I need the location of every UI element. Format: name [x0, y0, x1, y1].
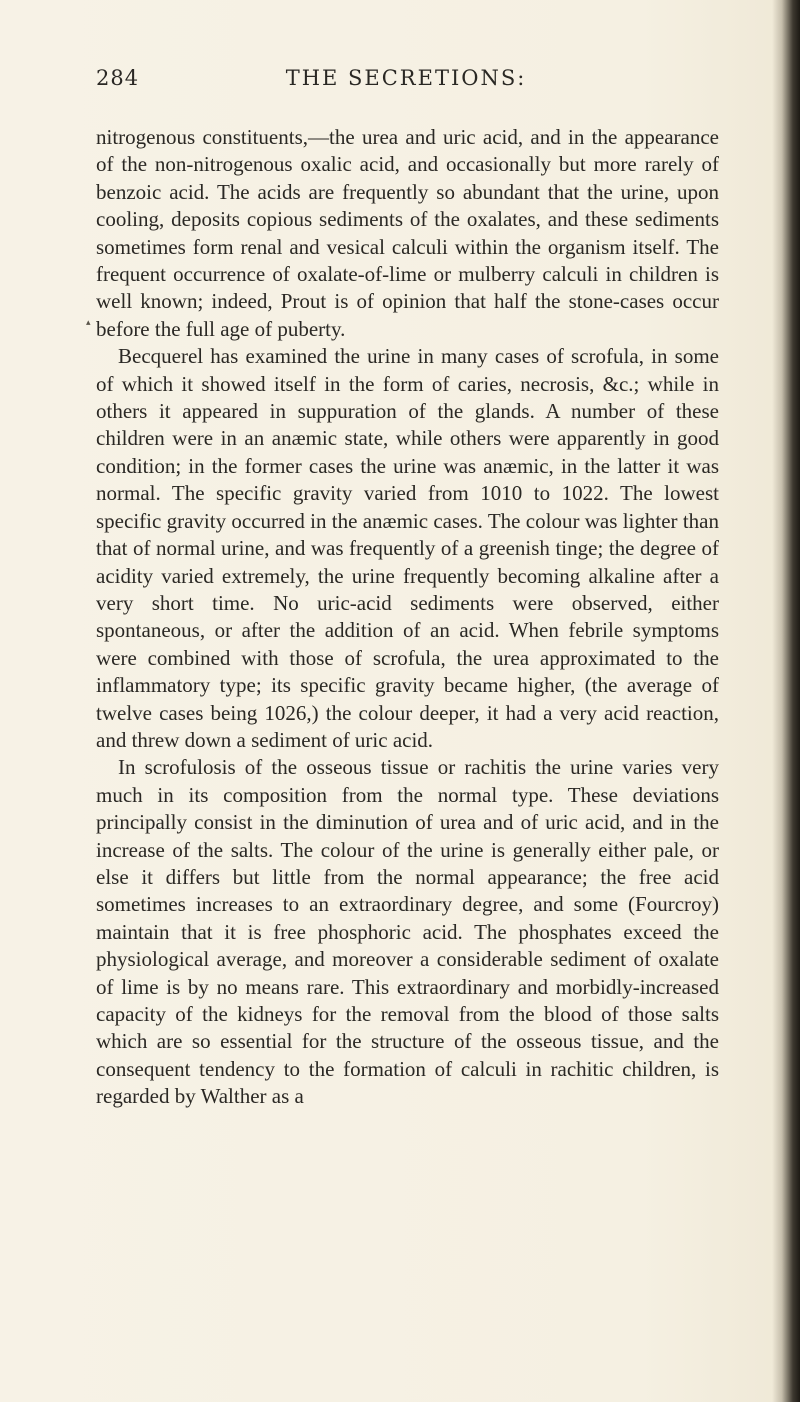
paragraph-continued: nitrogenous constituents,—the urea and uric acid, and in the appearance of the non-nitrogenous oxalic acid, and occasionally but more rarely of benzoic acid. The acids are frequently so abundant that the urine, upon cooling, deposits copious sediments of the oxalates, and these sediments sometimes form renal and vesical calculi within the organism itself. The frequent occurrence of oxalate-of-lime or mulberry calculi in children is well known; indeed, Prout is of opinion that half the stone-cases occur before the full age of puberty.: [96, 125, 719, 341]
body-text: [96, 124, 719, 1111]
stray-printing-mark: ▴: [86, 318, 91, 328]
running-head: [96, 58, 716, 98]
paragraph-rachitis: In scrofulosis of the osseous tissue or rachitis the urine varies very much in its composition from the normal type. These deviations principally consist in the diminution of urea and of uric acid, and in the increase of the salts. The colour of the urine is generally either pale, or else it differs but little from the normal appearance; the free acid sometimes increases to an extraordinary degree, and some (Fourcroy) maintain that it is free phosphoric acid. The phosphates exceed the physiological average, and moreover a considerable sediment of oxalate of lime is by no means rare. This extraordinary and morbidly-increased capacity of the kidneys for the removal from the blood of those salts which are so essential for the structure of the osseous tissue, and the consequent tendency to the formation of calculi in rachitic children, is regarded by Walther as a: [96, 755, 719, 1109]
page-number: 284: [96, 66, 140, 90]
paragraph-becquerel-scrofula: Becquerel has examined the urine in many cases of scrofula, in some of which it showed itself in the form of caries, necrosis, &c.; while in others it appeared in suppuration of the glands. A number of these children were in an anæmic state, while others were apparently in good condition; in the former cases the urine was anæmic, in the latter it was normal. The specific gravity varied from 1010 to 1022. The lowest specific gravity occurred in the anæmic cases. The colour was lighter than that of normal urine, and was frequently of a greenish tinge; the degree of acidity varied extremely, the urine frequently becoming alkaline after a very short time. No uric-acid sediments were observed, either spontaneous, or after the addition of an acid. When febrile symptoms were combined with those of scrofula, the urea approximated to the inflammatory type; its specific gravity became higher, (the average of twelve cases being 1026,) the colour deeper, it had a very acid reaction, and threw down a sediment of uric acid.: [96, 344, 719, 752]
page-edge-shadow: [772, 0, 800, 1402]
running-head-title: THE SECRETIONS:: [285, 66, 527, 90]
